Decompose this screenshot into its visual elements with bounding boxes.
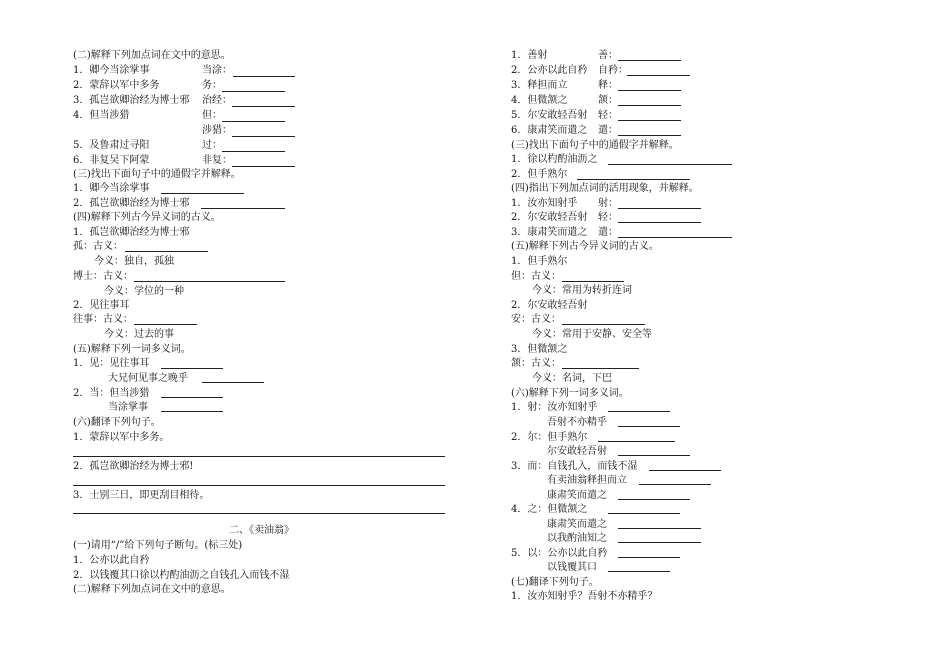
answer-blank[interactable] bbox=[618, 426, 680, 427]
section-heading: (四)解释下列古今异义词的古义。 bbox=[73, 212, 221, 223]
question-item: 1．但手熟尔 bbox=[511, 256, 568, 267]
term-label: 遣： bbox=[598, 227, 618, 238]
question-item: 1．卿今当涂掌事 bbox=[73, 183, 150, 194]
answer-blank[interactable] bbox=[618, 557, 680, 558]
term-label: 释： bbox=[598, 80, 618, 91]
answer-blank[interactable] bbox=[618, 542, 701, 543]
answer-blank[interactable] bbox=[598, 441, 675, 442]
answer-blank[interactable] bbox=[232, 166, 295, 167]
answer-blank[interactable] bbox=[222, 151, 285, 152]
question-item: 2．孤岂欲卿治经为博士邪 bbox=[73, 198, 190, 209]
section-heading: (六)翻译下列句子。 bbox=[73, 417, 161, 428]
answer-blank[interactable] bbox=[202, 382, 264, 383]
term-label: 但： bbox=[202, 110, 222, 121]
answer-blank[interactable] bbox=[627, 75, 690, 76]
ancient-meaning-label: 但：古义： bbox=[511, 271, 561, 282]
section-heading: (三)找出下面句子中的通假字并解释。 bbox=[511, 140, 679, 151]
section-heading: (二)解释下列加点词在文中的意思。 bbox=[73, 584, 231, 595]
question-item: 吾射不亦精乎 bbox=[547, 417, 607, 428]
term-label: 务： bbox=[202, 80, 222, 91]
answer-blank[interactable] bbox=[161, 193, 244, 194]
answer-blank[interactable] bbox=[134, 281, 285, 282]
question-item: 4．但微颔之 bbox=[511, 95, 568, 106]
section-heading: (七)翻译下列句子。 bbox=[511, 577, 599, 588]
question-item: 3．士别三日，即更刮目相待。 bbox=[73, 490, 210, 501]
section-heading: (二)解释下列加点词在文中的意思。 bbox=[73, 50, 231, 61]
answer-blank[interactable] bbox=[562, 368, 639, 369]
term-label: 自矜： bbox=[598, 65, 628, 76]
term-label: 遣： bbox=[598, 125, 618, 136]
answer-blank[interactable] bbox=[618, 499, 690, 500]
answer-blank[interactable] bbox=[608, 513, 680, 514]
modern-meaning: 今义：独自，孤独 bbox=[94, 256, 174, 267]
question-item: 以我酌油知之 bbox=[547, 533, 607, 544]
question-item: 尔安敢轻吾射 bbox=[547, 446, 607, 457]
question-item: 1．卿今当涂掌事 bbox=[73, 65, 150, 76]
answer-blank[interactable] bbox=[222, 121, 285, 122]
section-heading: (四)指出下列加点词的活用现象，并解释。 bbox=[511, 183, 699, 194]
answer-blank[interactable] bbox=[608, 411, 670, 412]
answer-blank[interactable] bbox=[618, 135, 681, 136]
question-item: 1．蒙辞以军中多务。 bbox=[73, 432, 170, 443]
question-item: 2．以钱覆其口徐以杓酌油沥之自钱孔入而钱不湿 bbox=[73, 570, 290, 581]
section-heading: (三)找出下面句子中的通假字并解释。 bbox=[73, 169, 241, 180]
term-label: 过： bbox=[202, 140, 222, 151]
question-item: 6．非复吴下阿蒙 bbox=[73, 155, 150, 166]
answer-blank[interactable] bbox=[134, 324, 197, 325]
modern-meaning: 今义：常用为转折连词 bbox=[532, 285, 632, 296]
question-item: 2．尔安敢轻吾射 bbox=[511, 212, 588, 223]
answer-blank[interactable] bbox=[125, 251, 208, 252]
answer-line[interactable] bbox=[73, 456, 445, 457]
question-item: 2．尔：但手熟尔 bbox=[511, 432, 588, 443]
answer-blank[interactable] bbox=[161, 368, 223, 369]
question-item: 3．孤岂欲卿治经为博士邪 bbox=[73, 95, 190, 106]
term-label: 颔： bbox=[598, 95, 618, 106]
ancient-meaning-label: 往事：古义： bbox=[73, 314, 133, 325]
term-label: 治经： bbox=[202, 95, 232, 106]
term-label: 善： bbox=[598, 50, 618, 61]
question-item: 2．但手熟尔 bbox=[511, 169, 568, 180]
answer-blank[interactable] bbox=[232, 106, 295, 107]
answer-blank[interactable] bbox=[562, 281, 624, 282]
question-item: 4．但当涉猎 bbox=[73, 110, 130, 121]
question-item: 4．之：但微颔之 bbox=[511, 504, 588, 515]
question-item: 1．孤岂欲卿治经为博士邪 bbox=[73, 227, 190, 238]
answer-line[interactable] bbox=[73, 513, 445, 514]
term-label: 当涂： bbox=[202, 65, 232, 76]
answer-blank[interactable] bbox=[608, 164, 732, 165]
ancient-meaning-label: 孤：古义： bbox=[73, 241, 123, 252]
question-item: 5．及鲁肃过寻阳 bbox=[73, 140, 150, 151]
answer-blank[interactable] bbox=[639, 484, 711, 485]
answer-blank[interactable] bbox=[618, 208, 701, 209]
section-heading: (五)解释下列一词多义词。 bbox=[73, 344, 191, 355]
ancient-meaning-label: 博士：古义： bbox=[73, 271, 133, 282]
answer-blank[interactable] bbox=[618, 455, 690, 456]
question-item: 以钱覆其口 bbox=[547, 562, 597, 573]
answer-blank[interactable] bbox=[618, 105, 681, 106]
question-item: 1．善射 bbox=[511, 50, 548, 61]
question-item: 1．见：见往事耳 bbox=[73, 358, 150, 369]
question-item: 2．蒙辞以军中多务 bbox=[73, 80, 160, 91]
question-item: 2．尔安敢轻吾射 bbox=[511, 300, 588, 311]
question-item: 1．汝亦知射乎？吾射不亦精乎？ bbox=[511, 591, 658, 602]
question-item: 1．公亦以此自矜 bbox=[73, 555, 150, 566]
question-item: 大兄何见事之晚乎 bbox=[108, 373, 188, 384]
question-item: 1．射：汝亦知射乎 bbox=[511, 402, 598, 413]
question-item: 康肃笑而遣之 bbox=[547, 519, 607, 530]
answer-blank[interactable] bbox=[161, 411, 223, 412]
modern-meaning: 今义：学位的一种 bbox=[104, 286, 184, 297]
question-item: 2．公亦以此自矜 bbox=[511, 65, 588, 76]
term-label: 轻： bbox=[598, 110, 618, 121]
answer-blank[interactable] bbox=[618, 120, 681, 121]
modern-meaning: 今义：名词，下巴 bbox=[532, 373, 612, 384]
question-item: 1．汝亦知射乎 bbox=[511, 198, 578, 209]
question-item: 2．当：但当涉猎 bbox=[73, 388, 150, 399]
answer-blank[interactable] bbox=[618, 528, 701, 529]
question-item: 3．而：自钱孔入，而钱不湿 bbox=[511, 461, 638, 472]
question-item: 康肃笑而遣之 bbox=[547, 490, 607, 501]
answer-blank[interactable] bbox=[232, 136, 295, 137]
term-label: 非复： bbox=[202, 155, 232, 166]
answer-line[interactable] bbox=[73, 485, 445, 486]
ancient-meaning-label: 颔：古义： bbox=[511, 358, 561, 369]
answer-blank[interactable] bbox=[649, 470, 721, 471]
question-item: 5．以：公亦以此自矜 bbox=[511, 548, 608, 559]
answer-blank[interactable] bbox=[161, 397, 223, 398]
modern-meaning: 今义：常用于安静、安全等 bbox=[532, 329, 652, 340]
term-label: 轻： bbox=[598, 212, 618, 223]
part-title: 二、《卖油翁》 bbox=[229, 525, 294, 536]
question-item: 当涂掌事 bbox=[108, 402, 148, 413]
question-item: 2．见往事耳 bbox=[73, 300, 130, 311]
question-item: 有卖油翁释担而立 bbox=[547, 475, 627, 486]
answer-blank[interactable] bbox=[562, 324, 645, 325]
answer-blank[interactable] bbox=[618, 60, 681, 61]
term-label: 射： bbox=[598, 198, 618, 209]
question-item: 3．释担而立 bbox=[511, 80, 568, 91]
answer-blank[interactable] bbox=[233, 76, 295, 77]
answer-blank[interactable] bbox=[222, 91, 285, 92]
question-item: 1．徐以杓酌油沥之 bbox=[511, 154, 598, 165]
question-item: 6．康肃笑而遣之 bbox=[511, 125, 588, 136]
question-item: 2．孤岂欲卿治经为博士邪! bbox=[73, 461, 194, 472]
term-label: 涉猎： bbox=[202, 125, 232, 136]
section-heading: (六)解释下列一词多义词。 bbox=[511, 388, 629, 399]
question-item: 5．尔安敢轻吾射 bbox=[511, 110, 588, 121]
answer-blank[interactable] bbox=[201, 208, 285, 209]
answer-blank[interactable] bbox=[618, 237, 732, 238]
section-heading: (一)请用“/”给下列句子断句。(标三处) bbox=[73, 540, 243, 551]
answer-blank[interactable] bbox=[618, 90, 681, 91]
question-item: 3．但微颔之 bbox=[511, 344, 568, 355]
answer-blank[interactable] bbox=[608, 571, 670, 572]
answer-blank[interactable] bbox=[577, 179, 690, 180]
question-item: 3．康肃笑而遣之 bbox=[511, 227, 588, 238]
modern-meaning: 今义：过去的事 bbox=[104, 329, 174, 340]
section-heading: (五)解释下列古今异义词的古义。 bbox=[511, 241, 659, 252]
answer-blank[interactable] bbox=[618, 222, 701, 223]
ancient-meaning-label: 安：古义： bbox=[511, 314, 561, 325]
